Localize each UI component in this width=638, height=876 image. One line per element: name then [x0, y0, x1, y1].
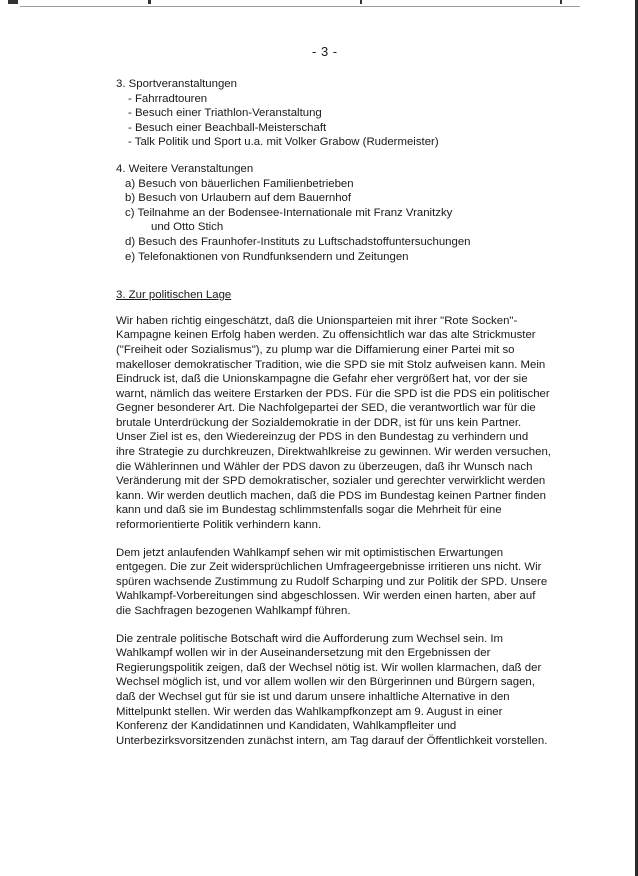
text-line: Mittelpunkt stellen. Wir werden das Wahlkampfkonzept am 9. August in einer — [116, 705, 503, 718]
text-line: Wahlkampf-Vorbereitungen sind abgeschlossen. Wir werden einen harten, aber auf — [116, 590, 536, 603]
list-item: a) Besuch von bäuerlichen Familienbetrieben — [125, 177, 354, 190]
text-line: Regierungspolitik zeigen, daß der Wechsel nötig ist. Wir wollen klarmachen, daß der — [116, 661, 542, 674]
text-line: Die zentrale politische Botschaft wird die Aufforderung zum Wechsel sein. Im — [116, 632, 504, 645]
list-item: c) Teilnahme an der Bodensee-Internationale mit Franz Vranitzky — [125, 206, 453, 219]
text-line: warnt, nämlich das weitere Erstarken der PDS. Für die SPD ist die PDS ein politischer — [116, 387, 550, 400]
text-line: Unterbezirksvorsitzenden zunächst intern, am Tag darauf der Öffentlichkeit vorstellen. — [116, 734, 548, 747]
scan-mark — [148, 0, 151, 4]
text-line: Gegner besonderer Art. Die Nachfolgepartei der SED, die verantwortlich war für die — [116, 402, 536, 415]
text-line: Unser Ziel ist es, den Wiedereinzug der PDS in den Bundestag zu verhindern und — [116, 431, 529, 444]
list-item: e) Telefonaktionen von Rundfunksendern und Zeitungen — [125, 250, 409, 263]
document-body — [116, 77, 556, 761]
list-item-continuation: und Otto Stich — [151, 221, 224, 234]
scan-mark — [8, 0, 18, 4]
list-item: d) Besuch des Fraunhofer-Instituts zu Luftschadstoffuntersuchungen — [125, 235, 471, 248]
list-heading: 3. Sportveranstaltungen — [116, 78, 237, 90]
list-item: b) Besuch von Urlaubern auf dem Bauernhof — [125, 192, 352, 205]
text-line: die Sachfragen bezogenen Wahlkampf führen. — [116, 605, 351, 617]
list-weitere-veranstaltungen — [116, 162, 556, 264]
paragraph-botschaft — [116, 632, 556, 749]
paragraph-wahlkampf — [116, 546, 556, 619]
list-item: - Besuch einer Triathlon-Veranstaltung — [128, 107, 322, 120]
text-line: Wechsel möglich ist, und vor allem wollen wir den Bürgerinnen und Bürgern sagen, — [116, 676, 535, 689]
list-item: - Fahrradtouren — [128, 92, 208, 105]
list-sportveranstaltungen — [116, 77, 556, 150]
text-line: makelloser demokratischer Tradition, wie die SPD sie mit Stolz aufweisen kann. Mein — [116, 358, 546, 371]
text-line: Wahlkampf wollen wir in der Auseinandersetzung mit den Ergebnissen der — [116, 647, 491, 660]
text-line: ihre Strategie zu durchkreuzen, Direktwahlkreise zu gewinnen. Wir werden versuchen, — [116, 446, 551, 459]
text-line: spüren wachsende Zustimmung zu Rudolf Scharping und zur Politik der SPD. Unsere — [116, 575, 548, 588]
text-line: reformorientierte Politik verhindern kann. — [116, 519, 322, 532]
list-item: - Besuch einer Beachball-Meisterschaft — [128, 121, 327, 134]
scan-mark — [560, 0, 562, 4]
text-line: daß der Wechsel gut für sie ist und darum unsere inhaltliche Alternative in den — [116, 690, 510, 703]
text-line: brutale Unterdrückung der Sozialdemokratie in der DDR, ist für uns kein Partner. — [116, 416, 522, 429]
scan-top-edge — [20, 6, 580, 7]
list-heading: 4. Weitere Veranstaltungen — [116, 162, 254, 175]
scan-mark — [360, 0, 362, 4]
text-line: Veränderung mit der SPD demokratischer, sozialer und gerechter verwirklicht werden — [116, 475, 546, 488]
text-line: Eindruck ist, daß die Unionskampagne die Gefahr eher vergrößert hat, vor der sie — [116, 373, 528, 386]
list-item: - Talk Politik und Sport u.a. mit Volker Grabow (Rudermeister) — [128, 136, 439, 149]
page-number: - 3 - — [312, 44, 338, 59]
text-line: Kampagne keinen Erfolg haben werden. Zu offensichtlich war das alte Strickmuster — [116, 329, 536, 342]
text-line: Konferenz der Kandidatinnen und Kandidaten, Wahlkampfleiter und — [116, 720, 457, 733]
text-line: ("Freiheit oder Sozialismus"), zu plump war die Diffamierung einer Partei mit so — [116, 343, 515, 356]
text-line: entgegen. Die zur Zeit widersprüchlichen Umfrageergebnisse irritieren uns nicht. Wir — [116, 561, 542, 574]
text-line: kann. Wir werden deutlich machen, daß die PDS im Bundestag keinen Partner finden — [116, 489, 546, 502]
text-line: kann und daß sie im Bundestag schlimmstenfalls sogar die Mehrheit für eine — [116, 504, 502, 517]
section-heading: 3. Zur politischen Lage — [116, 289, 232, 302]
paragraph-pds — [116, 314, 556, 533]
text-line: Dem jetzt anlaufenden Wahlkampf sehen wir mit optimistischen Erwartungen — [116, 546, 504, 559]
text-line: Wir haben richtig eingeschätzt, daß die Unionsparteien mit ihrer "Rote Socken"- — [116, 314, 518, 327]
text-line: die Wählerinnen und Wähler der PDS davon zu überzeugen, daß ihr Wunsch nach — [116, 460, 533, 473]
